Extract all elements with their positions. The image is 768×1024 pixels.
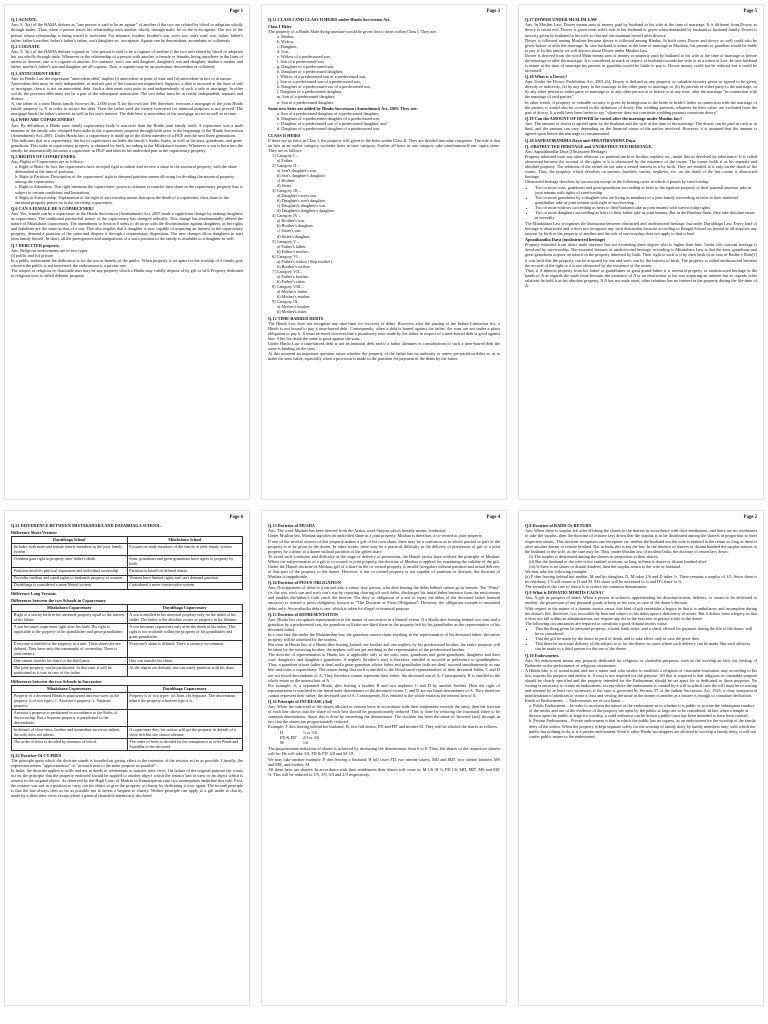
paragraph: Ans: An endowment means any property dedicated for religious or charitable purposes, such as the worship an idol, the feeding of Brahmins or the performance of religious ceremonies. (525, 657, 757, 668)
list-item: f. Son of a predeceased son, (277, 59, 325, 65)
table-cell: Right of a son by birth in the ancestral property equal to the interest of his father. (12, 612, 128, 624)
list-item: a. Public Endowment – In order to ascertain the nature of the endowment as to whether it is public or private the subsequent conduct of the settlor and use of the evidence of the property are open by the public at large are to be considered. In fact when a temple is thrown open the public at large for worship, a valid inference can be drawn a public trust has been intended to have been created. (529, 703, 755, 719)
question-heading: Differences between the two Schools in Coparcenary (11, 597, 106, 603)
paragraph: The property of a Hindu Male dying intestate would be given first to heirs within Class I. They are: (268, 28, 437, 34)
list-item: 4] Category IV – (272, 213, 301, 219)
table-cell: Everyone's share is defined. There is tenancy-in-common. (127, 641, 243, 658)
paragraph: Property inherited from direct male ancestor but not exceeding three degree who is higher than him. Under this concept heritage is devolved by survivorship. The essential features of unobstructed heritage, according to Mitakshara Law is that the sons, grandsons and great-grandsons acquire an inherit in the property inherited by birth. Their right to such is it by their birth in as case of Radhe v Ram[1] it was held that the property can be acquired by son and son's son by the interest of birth. The property is called unobstructed because the accrual of the right to it is not obstructed by the existence of the owner. (525, 242, 757, 268)
share-cell: ½ or 3/6 (302, 730, 317, 736)
list-item: a) Father's brother. (277, 273, 309, 279)
list-item: a) Mother's brother. (277, 304, 311, 310)
table-row (12, 658, 243, 665)
table-cell: Dayabhaga is considered a more liberal system (12, 582, 128, 589)
list-item: b. Daughter of a predeceased daughter of a predeceased son, (277, 116, 380, 122)
paragraph: Ans: Under the Dowry Prohibition Act, 1961 (6), Dowry is defined as any property or valuable security given or agreed to be given, directly or indirectly, (a) by any party to the marriage to the other party to marriage, or (b) by parents of either party to the marriage, or by any other person to either party to marriage or to any other person at or before or at any time, after the marriage "in connection with the marriage of said parties." (525, 79, 757, 100)
share-cell: 1/6 (302, 740, 309, 746)
paragraph: A Hindu who is of sound mind, and not a minor and who wishes to establish a religious or charitable institution may according to his law, express his purpose and endow it. A trust is not required for the purpose. All that is required is that religious or charitable purpose should be clearly specified and the property intended for the Endowment should be set apart for or dedicated to those purposes. No writing is necessary to create an endowment, except where the endowment is created by a will in which case the will must be in writing and attested by at least two witnesses; if the case is governed by Section 57 of the Indian Succession Act, 1925, a clear unequivocal manifestation of intention to create a trust and vesting the same in the donee or another as a trustee is enough to constitute dedication. (525, 667, 757, 699)
question-heading: Q.22 Doctrine Of CY-PRES (11, 752, 62, 758)
bullet-item: • That there be an actual delivery of the subject to or for the donee, in cases where such delivery can be made. But such delivery can be made to a third person for the use of the donee. (535, 641, 757, 651)
table-cell: Everyone is entitled to the property as a unit. Their shares are not defined. They have only the community of ownership. There is joint tenancy. (12, 641, 128, 658)
bullet-item: • Two or more sons, grandsons and great-grandsons succeeding as heirs to the separate property of their paternal ancestor take as joint tenants with rights of survivorship. (535, 185, 757, 195)
table-row (12, 582, 243, 589)
table-cell: The order of heirs is decided by the competence to offer Pinda and Swaddha to the deceased. (127, 739, 243, 751)
item-list (268, 153, 500, 315)
question-heading: Q.12 TIME-BARRED DEBTS (268, 315, 324, 321)
table-cell: Children gain right to property after father's death (12, 556, 128, 568)
list-item: d. Son, (277, 49, 289, 55)
list-item: d) Sister. (277, 183, 293, 189)
paragraph: (a) F dies leaving behind her mother, M and his daughter, D. M takes 1/6 and D takes ½. There remains a surplus of 1/3. Since there is no residuary 1/3 will return to D and M. M's share will be increased to ¼ and D's share to ¾. (525, 573, 757, 584)
question-heading: Q. OBSTRUCTED HERITAGE and UNOBSTRUCTED HERITAGE. (525, 144, 653, 150)
page-content (11, 17, 243, 278)
list-item: a) Brother's son. (277, 218, 305, 224)
page-content (525, 523, 757, 738)
table-header-cell: Mitakshara School (127, 537, 243, 544)
question-heading: Q.19 Can the AMOUNT OF DOWER be varied after the marriage under Muslim law? (525, 116, 683, 122)
paragraph: Ans: In Hindu Law the expression "antecedent debt" implies (i) antecedent in point of time and (ii) antecedent in fact or in nature. (11, 75, 232, 81)
bullet-item: • Two or more daughters succeeding as heirs to their father take as joint tenants. But in the Bombay State, they take absolute estate in severalty. (535, 210, 757, 220)
page-number: Page 6 (229, 515, 243, 520)
table-cell: The order of heirs is decided by nearness of blood. (12, 739, 128, 751)
paragraph: Obstructed heritage devolves by succession except in the following cases in which it passes by survivorship. (525, 179, 710, 185)
paragraph: Ans: Rights of Coparceners are as follows: (11, 159, 84, 165)
page-number: Page 2 (743, 515, 757, 520)
table-cell: Ancestor's property is partitioned in accordance to the Rules of Survivorship. But a Separate property is partitioned to the descendants. (12, 710, 128, 727)
table-cell: Focuses on male members of the family in joint family system (127, 544, 243, 556)
question-heading: Q.8 Doctrine of RADD Or RETURN (525, 523, 592, 529)
list-item: b) Mother's sister. (277, 309, 308, 315)
table-header-cell: Dayabhaga Coparcenary (127, 686, 243, 693)
bullet-item: • Two or more widows succeeding as heirs to their husband take as joint tenants with survivorship rights. (535, 205, 757, 210)
share-cell: 2/3 or 4/6 (302, 735, 320, 741)
table-row (12, 665, 243, 677)
paragraph: Ans: Yes, female can be a coparcener as the Hindu Succession (Amendment) Act, 2005 made a significant change by making daughters as coparceners. The traditional patriarchal nature of the coparcenary has changed radically. This change has fundamentally altered the nature of Mitakshara coparcenary. The amendment to Section 6 seeks to do away with the discrimination against daughters, as her rights and liabilities are the same as that of a son. This also implies that a daughter is now capable of acquiring an interest in the coparcenary property, demand a partition of the same and dispose it through a testamentary disposition. The new changes allow daughters to start joint family herself. In short, all the prerogatives and antiquations of a son's position in the family is available to a daughter as well. (11, 211, 243, 242)
question-heading: Differences between the two Schools in Succession (11, 678, 102, 684)
question-heading: Q.6 CAN A FEMALE BE A COPARCENER? (11, 206, 94, 212)
question-heading: CLASS II HEIRS (268, 132, 301, 138)
paragraph: In India, the doctrine applies to wills and not to deeds or settlements or transfer inter vivos. On failure of the original purpose the courts act on the principle that the property endowed should be applied to another object which the testator had in view or an object which is nearest to the original object. As observed by the High Court of Madras in Kumaraperan case two assumptions underline this rule. First, the testator was not in a position to carry out his object to give the property to charity by dedicating it over again. The second principle is that the law always tries as far as possible not to defeat a bequest to charity. Neither principle can apply to a gift made to charity, made by a deed inter vivos except where a general charitable intention is disclosed. (11, 767, 243, 799)
list-item: 1] Category I – (272, 152, 298, 158)
list-item: d) Sister's daughter. (277, 233, 311, 239)
list-item: b. Right to Partition: Description of the coparceners' right to demand partition means allowing for dividing the ancestral property among the coparceners. (15, 174, 235, 185)
paragraph: This indicates that in a coparcenary, the list of coparceners includes the family's leader, Karta, as well as his sons, grandsons, and great-grandsons. This stake in coparcenary property is obtained by birth, according to the Mitakshara system. Whenever a son is born into the family, he automatically becomes a coparcener in HUF and inherits his undivided part in the coparcenary property. (11, 137, 243, 153)
list-item: 7] Category VII – (272, 268, 303, 274)
list-item: b. Private Endowment – Private endowment is that in which the public has no ingress, as an endowment for the worship of the family deity of the settlor. When the property is kept separate solely for the worship of family deity by family members only, with which the public has nothing to do, it is a private endowment. Even if other Hindu worshippers are allowed to worship a family deity, it will not confer public nature to the endowment. (529, 718, 756, 739)
paragraph: For example, A, a separated Hindu, dies leaving a brother B and two nephews C and D by another brother. Here the right of representation is confined to the lineal male descendants of the deceased owner. C and D are not lineal descendants of A. They therefore cannot represent their father, the deceased son of A. Consequently, B is entitled to the whole estate as the nearest heir of A. (268, 682, 500, 698)
paragraph: Ans: S. 3(c) of the HAMA defines cognate as "one person is said to be a cognate of another if the two are related by blood or adoption but not wholly through male. Whenever in the relationship of a person with another, a female or females living anywhere in the lines of ascent or descent, one is a cognate to another. For instance, son's son and daughter, daughter's son and daughter, mother's mother and father, mother's father's son and daughter are all cognate. Thus, a cognate may be an ascendant, descendant or collateral. (11, 49, 243, 70)
paragraph: Ans: Non-payment of debts is a sin and also a crime. Any person, who died leaving the debts behind cannot go to heaven. The "Putra" i.e. the son, son's son and son's son's son by repaying clearing off such debts, discharges his initial father/ancestor from the misfortunes and enables the/father/s forth reach the heaven. The duty or obligation of a son to repay the debts of the deceased father (natural ancestor) is termed a pious obligation, known as "The Doctrine of Pious Obligation". However, the obligation extends to untainted debts only. Avyavaharika debt is one, which is taken for illegal or immoral purpose. (268, 585, 500, 611)
list-item: b) Father's sister. (277, 278, 306, 284)
paragraph: The subject of religious or charitable user may be any property which a Hindu may validly dispose of by gift or will. Property dedicated to religious uses is called debutter property. (11, 267, 243, 279)
table-header-cell: Mitakshara Coparcenary (12, 605, 128, 612)
table-cell: Partition is based on defined shares (127, 568, 243, 575)
list-item: (ii) But the husband or the wife is not entitled to return, so long as there is sharer or distant kindred alive. (529, 558, 708, 564)
share-cell: M (280, 740, 284, 746)
paragraph: The Mitakshara Law recognizes the distinction between obstructed and unobstructed heritage, but under Dayabhaga Law. Every kind of heritage is obstructed and it does not recognize any such distinction because according to Bengal School no person at all acquires any interest by birth in the property of another and the rule of survivorship does not apply to that school. (525, 220, 757, 236)
question-heading: Q.17 DOWER UNDER MUSLIM LAW (525, 17, 598, 23)
question-heading: Q.18 What is a Dowry? (525, 74, 568, 80)
list-item: b) Son's daughter's daughter. (277, 172, 326, 178)
list-item: k. Daughter of a predeceased son of a predeceased son, (277, 84, 371, 90)
paragraph: Dower is followed among Muslims because dower is followed among Hindus. In both cases Dower and dowry as well could also be given before or after the marriage. In case husband is minor at the time of marriage in Muslims, his parents or guardian would be liable to pay it. In this article we will discuss about Dower under Muslim Law. (525, 37, 757, 53)
question-heading: Difference Long Version: (11, 591, 57, 597)
list-item: d. Right to Survivorship: Explanation of the right of survivorship means that upon the death of a coparcener, their share in the ancestral property passes on to the surviving coparceners. (15, 194, 229, 205)
table-header-cell: Mitakshara Coparcenary (12, 686, 128, 693)
page-panel (261, 4, 507, 500)
question-heading: Apratibandha Daya (unobstructed heritage) (525, 237, 606, 243)
paragraph: Ans: S. 3(a) of the HAMA defines as "one person is said to be an agnate" of another if the two are related by blood or adoption wholly through males. Thus, when a person traces his relationship with another wholly through male, he or she is an agnate. The sex of the person whose relationship is being traced is irrelevant. For instance, brother, brother's son, son's son, son's sons' son, father, father's father, father's mother, father's father's father, son's daughter etc. are agnate. Agnate can be descendants, ascendants or collaterals. (11, 22, 243, 43)
table-cell: Considered a more conservative system (127, 582, 243, 589)
list-item: 3] Category III – (272, 188, 301, 194)
question-heading: Q.10 Endowments. (525, 652, 560, 658)
paragraph: Example: F dies leaving behind her husband, H, two full sisters, FD and FD' and mother M. They will be allotted the shares as follows: (268, 724, 498, 730)
question-heading: Q.13 Doctrine of MUSHA (268, 523, 315, 529)
list-item: c) Sister's son. (277, 228, 302, 234)
paragraph: Thus, if A inherits property from his father or grandfather or great grand-father it is ancestral property or unobstructed heritage in the hands of A as regards the male issue because the existence of A is no obstruction to his son acquiring an interest but as regards other relations he hold it as his absolute property. If A has not male issue, other relations has no interest in the property during the life-time of A. (525, 267, 757, 288)
list-item: c. Right to Alienation: This right mentions the coparceners' power to alienate or transfer their share in the coparcenary property that is subject to certain conditions and limitations. (15, 184, 243, 195)
question-heading: Q.15 Doctrine of REPRESENTATION (268, 611, 338, 617)
bullet-item: • Two or more grandsons by a daughter who are living as members of a joint family succeeding as heirs to their maternal grandfather take as joint tenants with right of survivorship. (535, 195, 757, 205)
question-heading: Class I Heirs (268, 23, 292, 29)
paragraph: All these heirs are sharers. In accordance with their entitlement their shares will come to: M 1/6, H ½, FD 1/6, MD, MD', MS and MS' ⅓. This will be reduced to 1/9, 3/9, 3/3 and 2/9 respectively. (268, 766, 500, 777)
list-item: 8] Category VIII – (272, 284, 304, 289)
page-panel (261, 510, 507, 1006)
share-table (280, 730, 325, 745)
list-item: c) Daughter's daughter's son. (277, 203, 326, 209)
question-heading: Q.3 ANTECEDENT DEBT (11, 70, 61, 76)
table-cell: Property of a deceased Hindu is partitioned into two ways as the property is of two types: 1. Ancestor's property, 2. Separate property. (12, 693, 128, 710)
comparison-table (11, 685, 243, 751)
paragraph: The formula in the case of return is to reduce the common denominator. (525, 583, 648, 589)
table-cell: As the shares are defined, one can easily partition with his share. (127, 665, 243, 677)
list-item: 9] Category IX (272, 299, 298, 305)
list-item: a) Daughter's son's son. (277, 193, 318, 199)
table-cell: A son is entitled to his ancestral property only on the death of his father. The father is the absolute owner of property in his lifetime. (127, 612, 243, 624)
paragraph: Under Hindu Law a time-barred debt is not an immoral debt and if a father alienates in consideration of such a time-barred debt the same is binding on the sons. (268, 340, 500, 351)
paragraph: The Hindu Law does not recognize any time-limit for recovery of debts. However, after the passing of the Indian Limitation Act, a Hindu is not bound to pay a time-barred debt. Consequently, when a debt is barred against the father, the sons are not under a pious obligation to pay it. It must be noted however that a promissory note made by the father in respect of a time-barred debt is good against him. After his death the same is good against the sons. (268, 320, 500, 341)
page-number: Page 1 (229, 9, 243, 14)
item-list (268, 111, 500, 131)
paragraph: Ans: Religious endowments are of two types: (11, 247, 89, 253)
paragraph: We may take another example: P dies leaving a husband, H full sister FD, two uterine sisters, MD and MD', two uterine brothers MS and MS', and mother, M. (268, 756, 500, 767)
paragraph: Dower is derived from the word Mahr means sum of money or property paid by husband to his wife at the time of marriage or before the marriage or after the marriage. It is considered as mark of respect of husband towards her wife or as a token of love. In case husband is minor at the time of marriage his parents or guardian would be liable to pay it. Dower money could not be reduced but it could be increased. (525, 52, 757, 73)
paragraph: But even in Hindu law, if a Hindu dies leaving behind one brother and one nephew by his predeceased brother, the entire property will be taken by the surviving brother; the nephew will not get anything as the representative of the predeceased brother. (268, 642, 500, 653)
list-item: a) Father. (277, 157, 294, 163)
list-item: m. Son of a predeceased daughter, (277, 94, 336, 100)
paragraph: Ans: In Muslim Law, Dower means sum of money paid by husband to his wife at the time of marriage. It is different from Dowry as dowry is social evil. Dower is given from wife's side to her husband or given when demanded by husband or husband family. Dower is security given by husband to his wife so that she can maintain herself after divorce. (525, 22, 757, 38)
list-item: b. Widow, (277, 38, 295, 44)
paragraph: Ans: The amount of dower is agreed upon by the husband and the wife at the time of the marriage. The dower can be paid in cash or in kind, and the amount can vary depending on the financial status of the parties involved. However, it is assumed that the amount is agreed upon before the marriage is consummated. (525, 121, 757, 137)
table-cell: Partition involves physical separation and individual ownership (12, 568, 128, 575)
list-item: g. Daughter of a predeceased son, (277, 64, 335, 70)
paragraph: Kinds of Endowments → Endowments are of two kinds – (525, 698, 624, 704)
paragraph: Ans: A gift in prospect of death. When a person in sickness, apprehending his dissolution near, delivers, or causes to be delivered to another, the possession of any personal goods to keep as his own, in case of the donor's decease. (525, 595, 757, 606)
paragraph: If one of the several owners of this property makes a gift of his own share, there may be a confusion as to which portion or part of the property is to be given to the donee. In other words, there may be a practical difficulty in the delivery of possession of gift of a joint property by a donor to a donee without partition of the gifted share. (268, 538, 500, 554)
paragraph: Ans: When the sum total of the shares allotted to various heirs in accordance with their entitlement exceeds the unity, then the fraction of each heir shows that the share of each heir should be proportionately reduced. This is done by reducing the fractional share to be common denominator. Since this is done by increasing the denominator. The doctrine has been the name of 'increase (aul)' through in fact that the shares are proportionately reduced. (268, 704, 500, 725)
list-item: i. Widow of a predeceased son of a predeceased son, (277, 74, 367, 80)
page-content (11, 523, 243, 798)
table-row (12, 575, 243, 582)
list-item: a) Mother's father. (277, 289, 309, 295)
page-content (525, 17, 757, 287)
page-number: Page 3 (486, 9, 500, 14)
table-row (12, 693, 243, 710)
page-number: Page 4 (486, 515, 500, 520)
list-item: 2] Category II – (272, 162, 300, 168)
share-row (280, 740, 325, 745)
list-item: c. Daughter of a predeceased son of a predeceased daughter, and (277, 121, 387, 127)
table-row (12, 624, 243, 641)
list-item: l. Daughter of a predeceased daughter, (277, 89, 343, 95)
list-item: d) Daughter's daughter's daughter. (277, 208, 335, 214)
list-item: a) Father's father. (277, 243, 307, 249)
paragraph: Ans: Sapratibandha Daya (Obstructed Heritage) (525, 149, 607, 155)
question-heading: Q.21 DIFFERENCE BETWEEN MISTAKSHARA AND DAYABHAGA SCHOOL. (11, 523, 162, 529)
paragraph: Antecedent debt must be truly independent, of and not part of the transaction impeached. Suppose, a debt is incurred at the time of sale or mortgage, then it is not an antecedent debt. Such a debt must exist prior to and independently of such a sale or mortgage. In other words, the previous debt must not be a part of the subsequent transaction. The two debts must be in reality independent, separate and distinct. (11, 80, 243, 101)
comparison-table (11, 536, 243, 589)
paragraph: Ans: By definition, a Hindu joint family coparcenary body is narrower than the Hindu joint family itself. A coparcener was a male member of the family who obtained their stake in the coparcenary property through birth prior to the beginning of the Hindu Succession (Amendment) Act, 2005. Under Hindu law, a coparcenary is made up of the oldest member of a HUF and the next three generations. (11, 122, 243, 138)
paragraph: In a case like this under the Mahomedan law, the grandson cannot claim anything as the representative of his deceased father; the entire property will be inherited by the sonless. (268, 632, 500, 643)
table-row (12, 568, 243, 575)
bullet-list (529, 185, 757, 220)
comparison-table (11, 604, 243, 677)
page-content (268, 523, 500, 776)
list-item: e. Widow of a predeceased son, (277, 54, 331, 60)
paragraph: At this moment an important question arises whether the property of the father has no authority to renew pre-partition debts so as to make the sons liable, especially when a provision is made in the partition for payment of the debts by the father. (268, 351, 500, 362)
bullet-item: • That the thing given be personal property; a bond, bank notes, and a check offered for payment during the life of the donor, will be so considered. (535, 626, 757, 636)
table-row (12, 739, 243, 751)
paragraph: The following circumstances are required to constitute a good donatio mortis causa: (525, 620, 668, 626)
paragraph: Ans: When there is surplus left after allotting the shares to the sharers in accordance with their entitlement, and there are no residuaries to take the surplus, then the doctrine of relative lays down that the surplus is to be distributed among the sharers in proportion to their respective shares. This doctrine recognizes one exception viz. neither the husband nor the wife is entitled to the return so long as there is alive another distant or remote kindred. But in India this is not the law. In the absence of sharers or distant kindred the surplus returns to the husband or the wife, as the case may be. Thus, under Muslim law of modern India, the doctrine of return lays down: (525, 528, 757, 554)
list-item: a) Father's widow [Step mother]. (277, 258, 333, 264)
list-item: b) Brother's widow. (277, 263, 311, 269)
table-cell: A son becomes coparcener right after his birth. His right is applicable to the property of his grandfather and great-grandfather. (12, 624, 128, 641)
list-item: a) Son's daughter's son. (277, 167, 317, 173)
list-item: 5] Category V – (272, 238, 300, 244)
list-item: (iii) If there is no sharer or distant kindred, then the surplus return to the wife or husband. (529, 563, 681, 569)
paragraph: We may take the following example: (525, 568, 588, 574)
table-row (12, 612, 243, 624)
table-cell: Sons, grandsons and great-grandsons have rights to property by birth (127, 556, 243, 568)
paragraph: In a public endowment the dedication is for the use or benefit of the public. When property is set apart for the worship of a family god, wherein the public is not interested, the endowment is a private one. (11, 257, 243, 268)
list-item: a. Son of a predeceased daughter of a predeceased daughter, (277, 111, 380, 117)
table-header-cell: Dayabhaga Coparcenary (127, 605, 243, 612)
question-heading: Q.14 Doctrine of PIOUS OBLIGATION (268, 580, 341, 586)
list-item: a. Mother, (277, 33, 295, 39)
paragraph: Ans: Hindu law recognizes representation in the matter of succession in a limited extent. If a Hindu dies leaving behind two sons and a grandson by a predeceased son, the grandson will take one-third share in the property left by his grandfather as the representative of his deceased father. (268, 617, 500, 633)
question-heading: Q.11 CLASS I AND CLASS II HEIRS under Hindu Succession Act. (268, 17, 391, 23)
share-cell: H (280, 730, 284, 736)
bullet-list (529, 626, 757, 651)
table-row (12, 710, 243, 727)
list-item: c. Daughter, (277, 44, 298, 50)
item-list (268, 34, 500, 105)
question-heading: Q.9 What is DONATIO MORTIS CAUSA? (525, 590, 604, 596)
paragraph: Ans: The word Mushaa has been derived from the Arabic word Shuyua which literally means 'confusion'. (268, 528, 448, 534)
table-header-cell: Dayabhaga School (12, 537, 128, 544)
list-item: a. Right to Share: In fact, the coparceners have an equal right to inherit and receive a share in the ancestral property, with the share determined at the time of partition. (15, 164, 237, 175)
page-panel (518, 510, 764, 1006)
table-row (12, 556, 243, 568)
list-item: h. Daughter of a predeceased daughter, (277, 69, 344, 75)
list-item: c) Brother. (277, 178, 296, 184)
share-cell: FD & FD' (280, 735, 297, 741)
table-cell: In default of close heirs, brother and immediate survivors inherit, the wife does not inherit. (12, 727, 128, 739)
list-item: b) Mother's mother. (277, 294, 311, 300)
table-cell: Property is of two types- (a) Joint, (b) Separate. The descendants inherit the property whatever type it is. (127, 693, 243, 710)
question-heading: Q.1 AGNATE. (11, 17, 38, 23)
paragraph: If there are no heirs in Class I, the property will given to the heirs within Class II. They are divided into nine categories. The rule is that an heir in an earlier category excludes heirs in later category. Further all heirs in one category take simultaneously per capita share. They are as follows: (268, 137, 500, 153)
question-heading: Difference Short Version: (11, 529, 58, 535)
paragraph: In other words, if property or valuable security is given by bridegroom to the bride or bride's father in connection with the marriage of the parties, it would also be covered in the definition of dowry. But wedding presents, whatever be their value, are excluded from the part of dowry. It would have been better to say "whatever does not constitute wedding presents constitute dowry". (525, 99, 757, 115)
page-panel (4, 4, 250, 500)
question-heading: Q.5 RIGHTS OF COPARCENERS. (11, 154, 77, 160)
page-panel (4, 510, 250, 1006)
list-item: n. Son of a predeceased daughter. (277, 99, 334, 105)
table-cell: One cannot transfer his share to the third party. (12, 658, 128, 665)
table-cell: One can transfer his share. (127, 658, 243, 665)
list-item: 6] Category VI – (272, 253, 301, 259)
table-cell: Provides stridhan and equal rights to husbands property to women (12, 575, 128, 582)
table-cell (127, 710, 243, 727)
paragraph: A, the father of a joint Hindu family borrows Rs. 2,000 from X for his own use. He, therefore, executes a mortgage of the joint Hindu family property to X in order to secure the debt. Then the father sued the money borrowed for immoral purposes is not proved. The mortgage binds the father's interest as well as his son's interest. The debt here is antecedent of the mortgage in fact as well as in time. (11, 100, 243, 117)
table-cell: Women have limited rights and can't demand partition (127, 575, 243, 582)
paragraph: (i) public and (ii) private. (11, 252, 55, 258)
page-content (268, 17, 500, 361)
paragraph: Property inherited from any other relations i.e. paternal uncle or brother, nephew etc., under this in devolved by inheritance. It is called obstructed because the accrual of the rights to it is obstructed by the existence of the owner. The owner holds it as his separate and absolute property. The relations of the owner do not take a vested interest in it by birth. They are entitled to it only on the death of the owner. Thus, the property which devolves on parents, brothers, uncles, nephews, etc. on the death of the last owner is obstructed heritage. (525, 154, 757, 180)
question-heading: Q.7 DEBUTTER property. (11, 242, 60, 248)
table-cell: If coparcener dies, his widow will get the property in default of a close heir but she cannot alienate. (127, 727, 243, 739)
list-item: d. Daughter of a predeceased daughter of a predeceased son. (277, 126, 380, 132)
list-item: (i) The surplus is distributed among the sharers in proportion to their shares, (529, 553, 659, 559)
paragraph: The doctrine of representation in Hindu law is applicable only to the sons, sons, grandsons and great-grandsons, daughters and their sons' daughter's and daughter's grandsons. A nephew (brother's son) is therefore, entitled to succeed in preference to grandnephew. Thus, a grandson whose father is dead and a great-grandson whose father and grandfather both are dead, succeed simultaneously as one heir and form a coparcenary. The reason being that each is entitled to the blood-tamil representatives of their deceased father. C and D are not blood descendants of A. They therefore cannot represent their father, the deceased son of A. Consequently, B is entitled to the whole estate as the nearest heir of A. (268, 652, 500, 683)
bullet-item: • That the gift be made by the donor in peril of death, and to take effect only in case the giver dies. (535, 636, 757, 641)
table-row (12, 641, 243, 658)
question-heading: Some new heirs are added by Hindu Succession (Amendment) Act, 2005. They are: (268, 105, 418, 111)
table-row (12, 727, 243, 739)
page-panel (518, 4, 764, 500)
list-item: j. Son of a predeceased son of a predeceased son, (277, 79, 361, 85)
question-heading: Q.4 WHO ARE COPARCENERS? (11, 117, 75, 123)
question-heading: Q.16 Principle of INCREASE (Aul) (268, 699, 333, 705)
paragraph: The principle upon which the doctrine stands is founded on giving effect to the intention of the testator as far as possible. Literally, the expression means "approximation" or "as much near to the main purpose as possible". (11, 757, 243, 768)
paragraph: To avoid such confusion and difficulty at the stage of delivery of possession, the Hanafi jurists have evolved the principle of Mushaa. Where the subject-matter of a gift is co-owned or joint property, the doctrine of Mushaa is applied for examining the validity of the gift. Under the Hanafi doctrine of Mushaa, gift of a share in the co-owned property is invalid (irregular) without partition and actual delivery of that part of the property to the donee. However, if the co-owned property is not capable of partition or division, the doctrine of Mushaa is inapplicable. (268, 553, 500, 579)
list-item: b) Brother's daughter. (277, 223, 314, 229)
page-number: Page 5 (743, 9, 757, 14)
list-item: b) Father's mother. (277, 248, 309, 254)
paragraph: Under Muslim law, Mushaa signifies an undivided share in a joint property. Mushaa is therefore, a co-owned or joint property. (268, 533, 483, 539)
paragraph: The proportionate reduction of shares is achieved by increasing the denominator from 6 to 8. Thus, the shares of the respective sharers will be: He will take 3/8, FD & FD' 4/8 and M 1/8. (268, 746, 500, 757)
list-item: b) Daughter's son's daughter. (277, 198, 326, 204)
question-heading: Q.2 COGNATE (11, 44, 40, 50)
question-heading: Q.20 SAPRATIBANDHA Daya and APRATIBANDHA Daya. (525, 137, 637, 143)
table-cell: The joint-property can be partitioned. In that case, it will be partitioned as it was in case of the father. (12, 665, 128, 677)
table-cell: Includes both male and female family members in the joint family system (12, 544, 128, 556)
table-cell: A son becomes coparcener only after the death of his father. This right is not available within the property of his grandfather and great-grandfather. (127, 624, 243, 641)
table-row (12, 544, 243, 556)
paragraph: With respect to the nature of a donatio mortis causa, this kind of gift resembles a legacy in that it is ambulatory and incomplete during the donor's life; therefore, it is revocable by him and subject to his debts upon a deficiency of assets. But it differs from a legacy in that it does not fall within an administration, nor require any act in the executor to perfect a title in the donee. (525, 605, 757, 621)
